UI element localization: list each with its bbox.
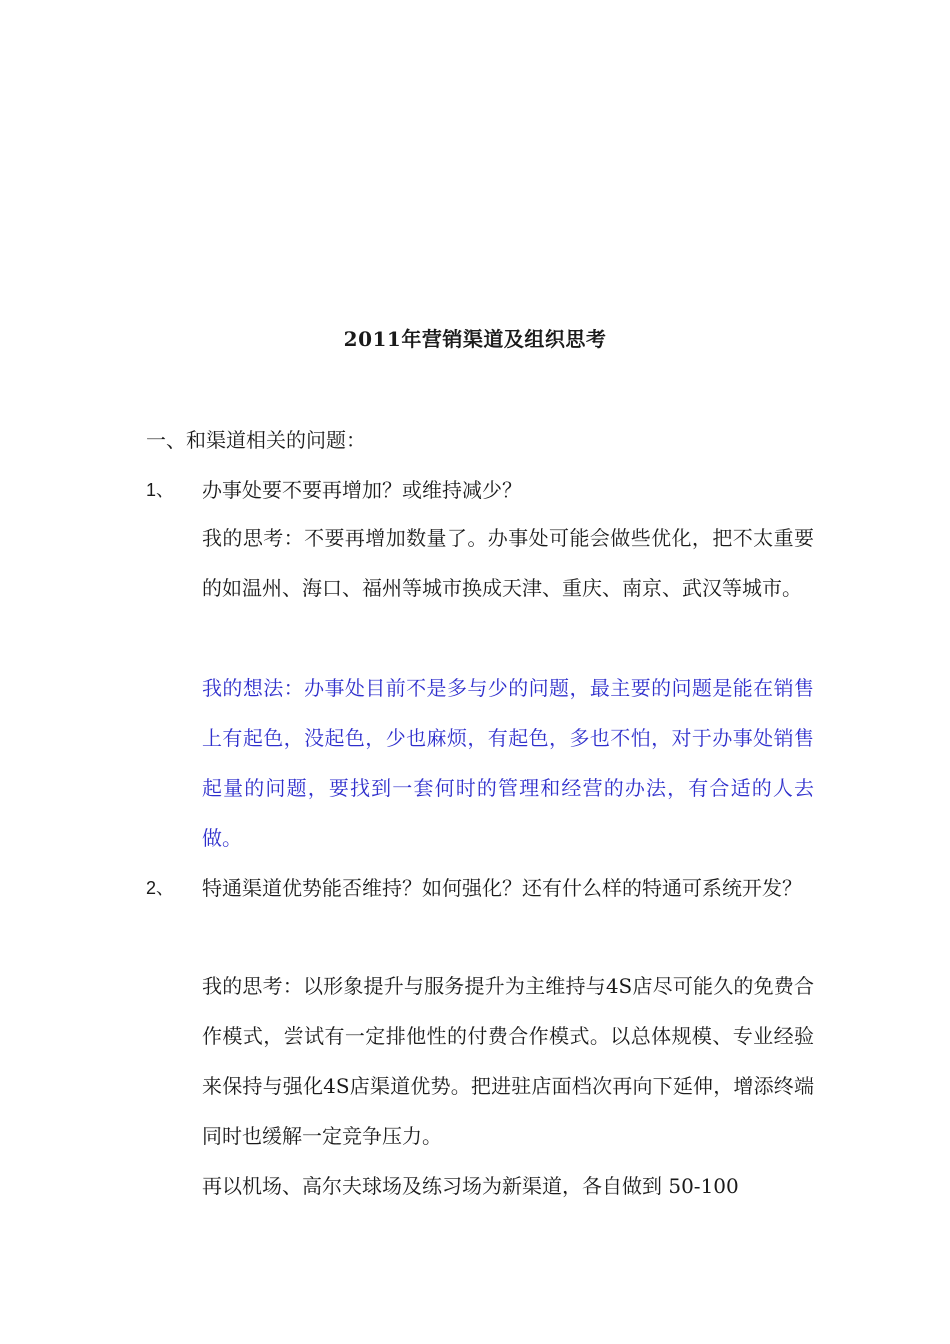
list-item-question: 办事处要不要再增加？或维持减少？: [202, 478, 522, 502]
list-item-number: 1、: [146, 480, 175, 500]
paragraph-thinking-2: 我的思考：以形象提升与服务提升为主维持与4S店尽可能久的免费合作模式，尝试有一定排他性的付费合作模式。以总体规模、专业经验来保持与强化4S店渠道优势。把进驻店面档次再向下延伸，增添终端同时也缓解一定竞争压力。: [202, 974, 814, 1148]
list-item-number: 2、: [146, 878, 175, 898]
list-item-2: [146, 871, 816, 971]
list-item-question: 特通渠道优势能否维持？如何强化？还有什么样的特通可系统开发？: [202, 876, 802, 900]
paragraph-thinking-2-continued: 再以机场、高尔夫球场及练习场为新渠道，各自做到 50-100: [202, 1174, 739, 1198]
document-title: 2011年营销渠道及组织思考: [343, 327, 607, 351]
paragraph-idea-1: 我的想法：办事处目前不是多与少的问题，最主要的问题是能在销售上有起色，没起色，少也麻烦，有起色，多也不怕，对于办事处销售起量的问题，要找到一套何时的管理和经营的办法，有合适的人去做。: [202, 676, 814, 850]
paragraph-thinking-1: 我的思考：不要再增加数量了。办事处可能会做些优化，把不太重要的如温州、海口、福州等城市换成天津、重庆、南京、武汉等城市。: [202, 526, 814, 600]
section-heading: 一、和渠道相关的问题：: [146, 428, 366, 452]
list-item-1: [146, 473, 816, 507]
